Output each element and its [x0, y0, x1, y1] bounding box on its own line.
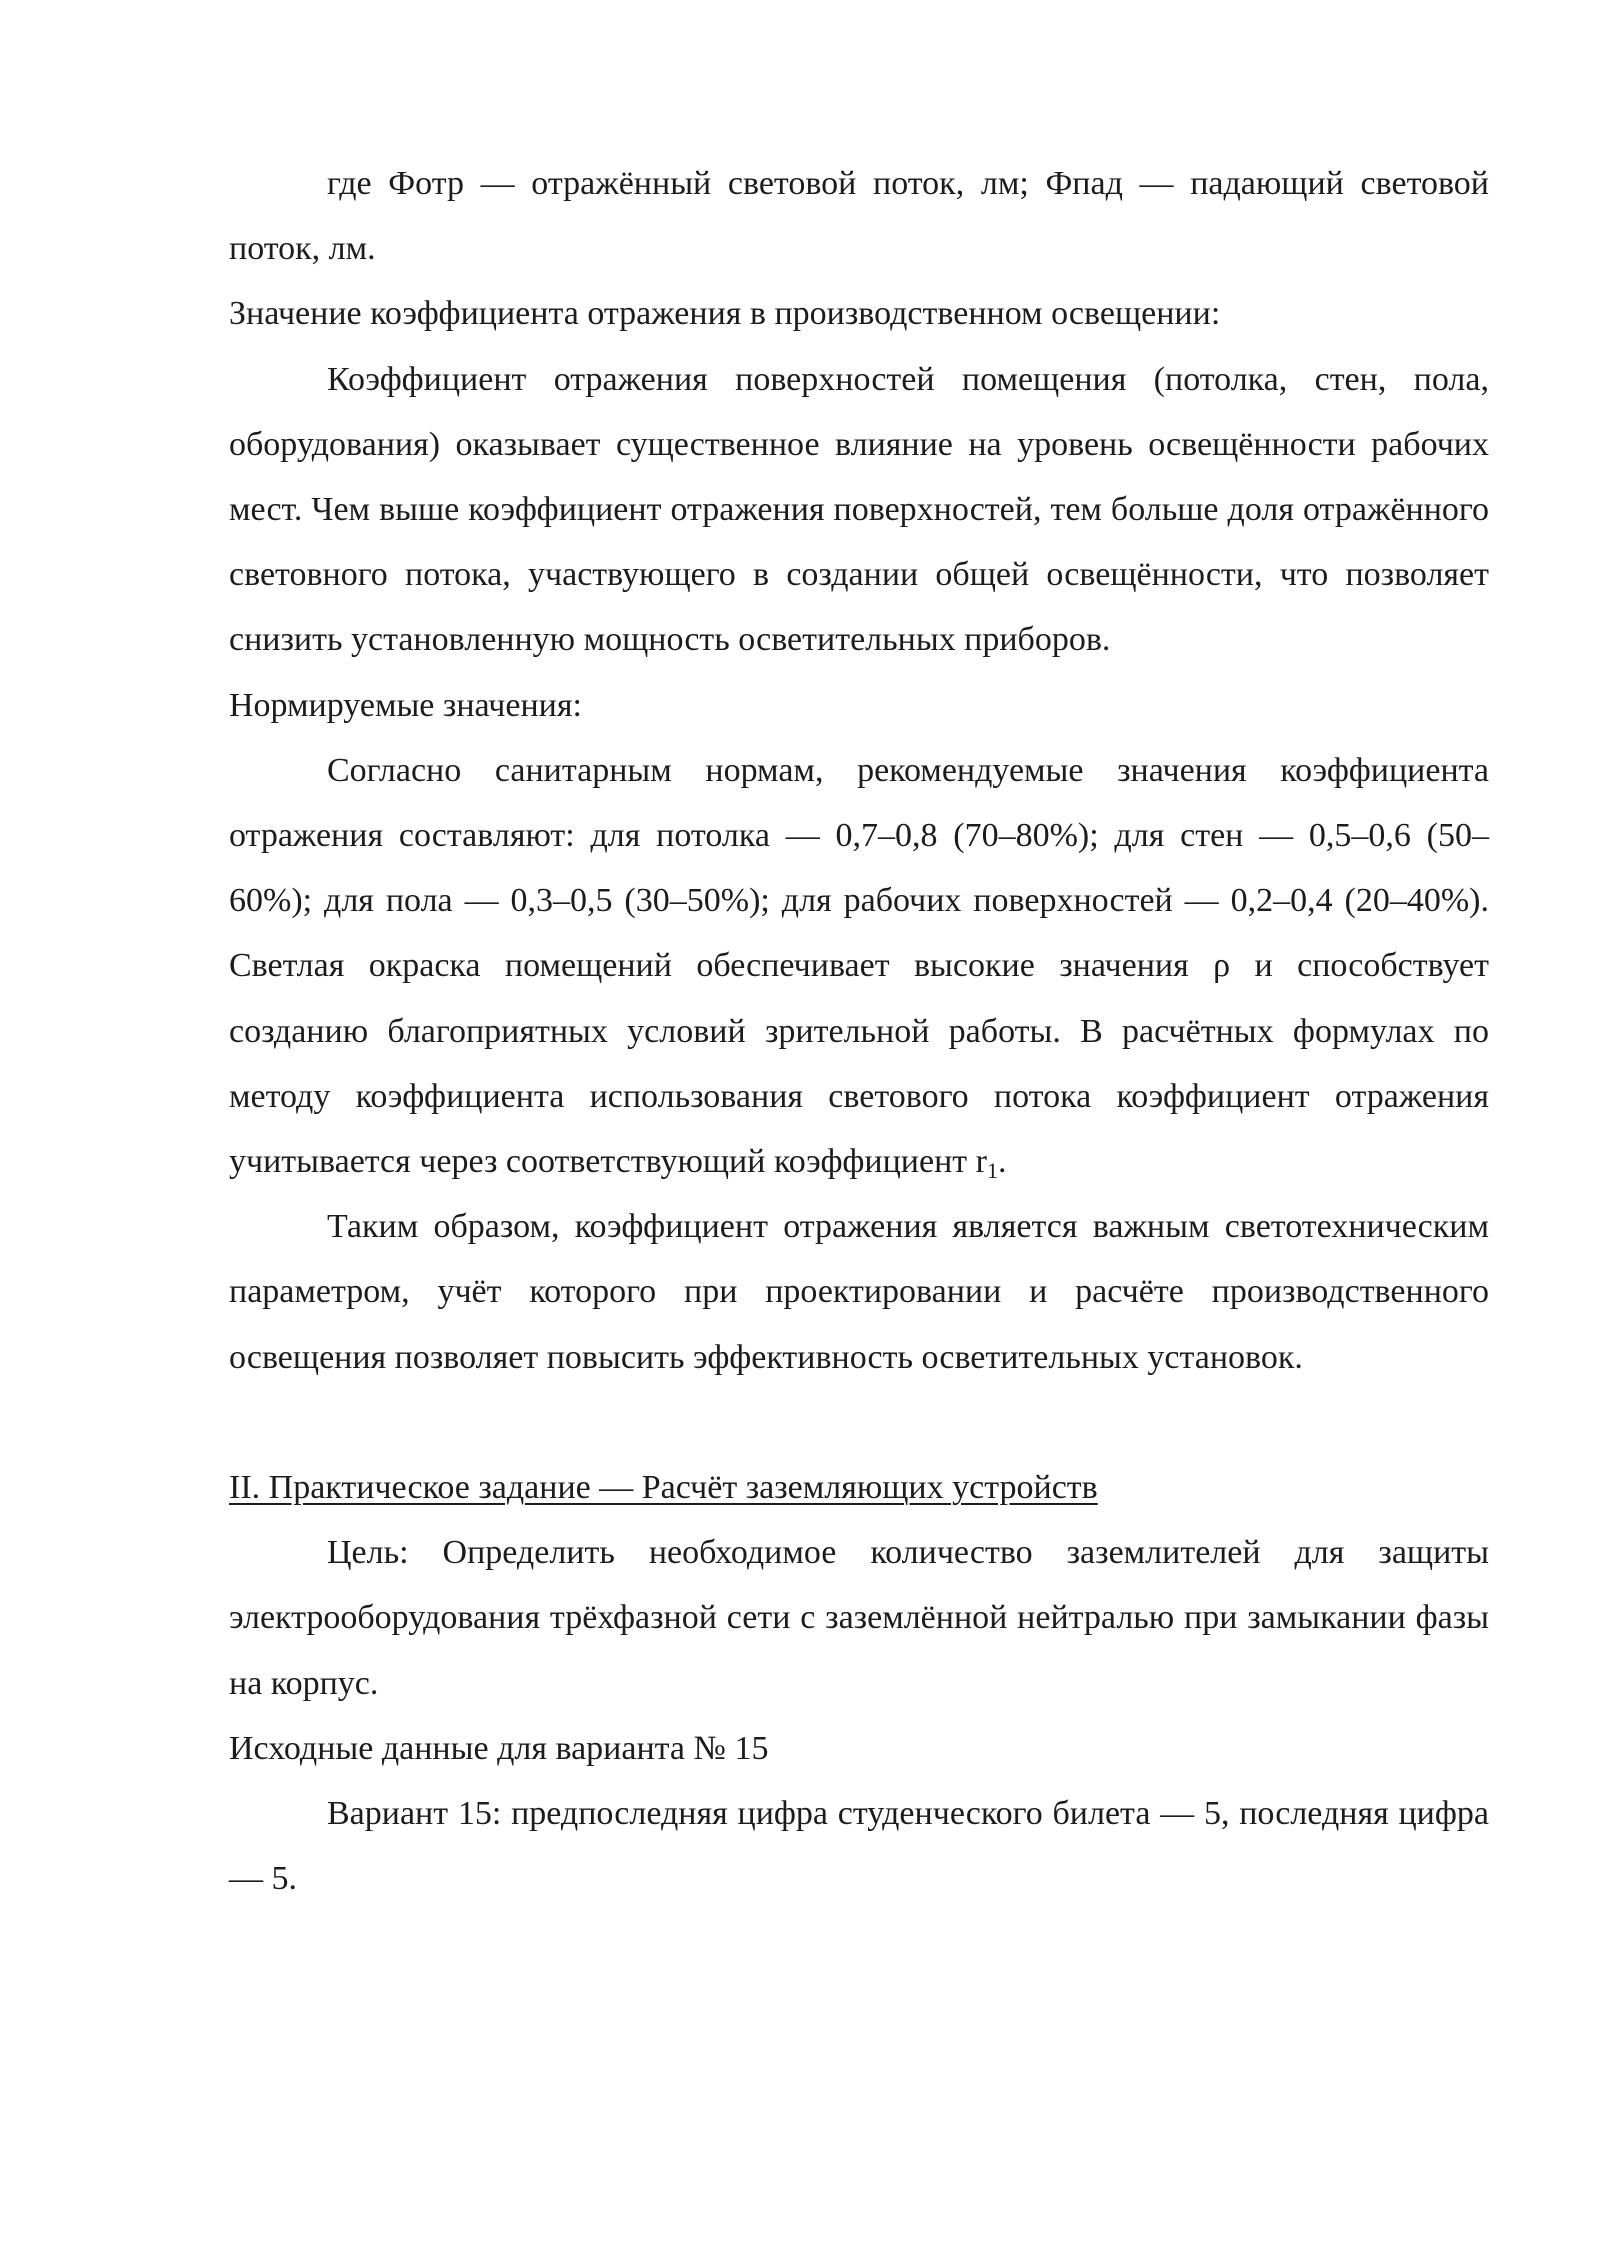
subheading-norm-values: Нормируемые значения:: [229, 686, 582, 724]
paragraph-conclusion: Таким образом, коэффициент отражения является важным светотехническим параметром, учёт которого при проектировании и расчёте производственного освещения позволяет повысить эффективность осветительных установок.: [229, 1208, 1489, 1376]
paragraph-reflection-influence: Коэффициент отражения поверхностей помещения (потолка, стен, пола, оборудования) оказывает существенное влияние на уровень освещённости рабочих мест. Чем выше коэффициент отражения поверхностей, тем больше доля отражённого световного потока, участвующего в создании общей освещённости, что позволяет снизить установленную мощность осветительных приборов.: [229, 360, 1489, 659]
subscript-index: 1: [986, 1158, 998, 1184]
paragraph-norm-values-end: .: [997, 1143, 1007, 1181]
paragraph-flux-definition: где Фотр — отражённый световой поток, лм; Фпад — падающий световой поток, лм.: [229, 165, 1489, 268]
subheading-initial-data: Исходные данные для варианта № 15: [229, 1729, 769, 1767]
section-heading: II. Практическое задание — Расчёт заземляющих устройств: [229, 1469, 1098, 1507]
paragraph-variant: Вариант 15: предпоследняя цифра студенческого билета — 5, последняя цифра — 5.: [229, 1795, 1489, 1898]
subheading-reflection-value: Значение коэффициента отражения в производственном освещении:: [229, 295, 1221, 333]
paragraph-goal: Цель: Определить необходимое количество заземлителей для защиты электрооборудования трёхфазной сети с заземлённой нейтралью при замыкании фазы на корпус.: [229, 1534, 1489, 1702]
paragraph-norm-values-text: Согласно санитарным нормам, рекомендуемые значения коэффициента отражения составляют: для потолка — 0,7–0,8 (70–80%); для стен — 0,5–0,6 (50–60%); для пола — 0,3–0,5 (30–50%); для рабочих поверхностей — 0,2–0,4 (20–40%). Светлая окраска помещений обеспечивает высокие значения ρ и способствует созданию благоприятных условий зрительной работы. В расчётных формулах по методу коэффициента использования светового потока коэффициент отражения учитывается через соответствующий коэффициент r: [229, 751, 1489, 1181]
document-body: [229, 151, 1489, 1911]
paragraph-norm-values: [229, 738, 1489, 1194]
